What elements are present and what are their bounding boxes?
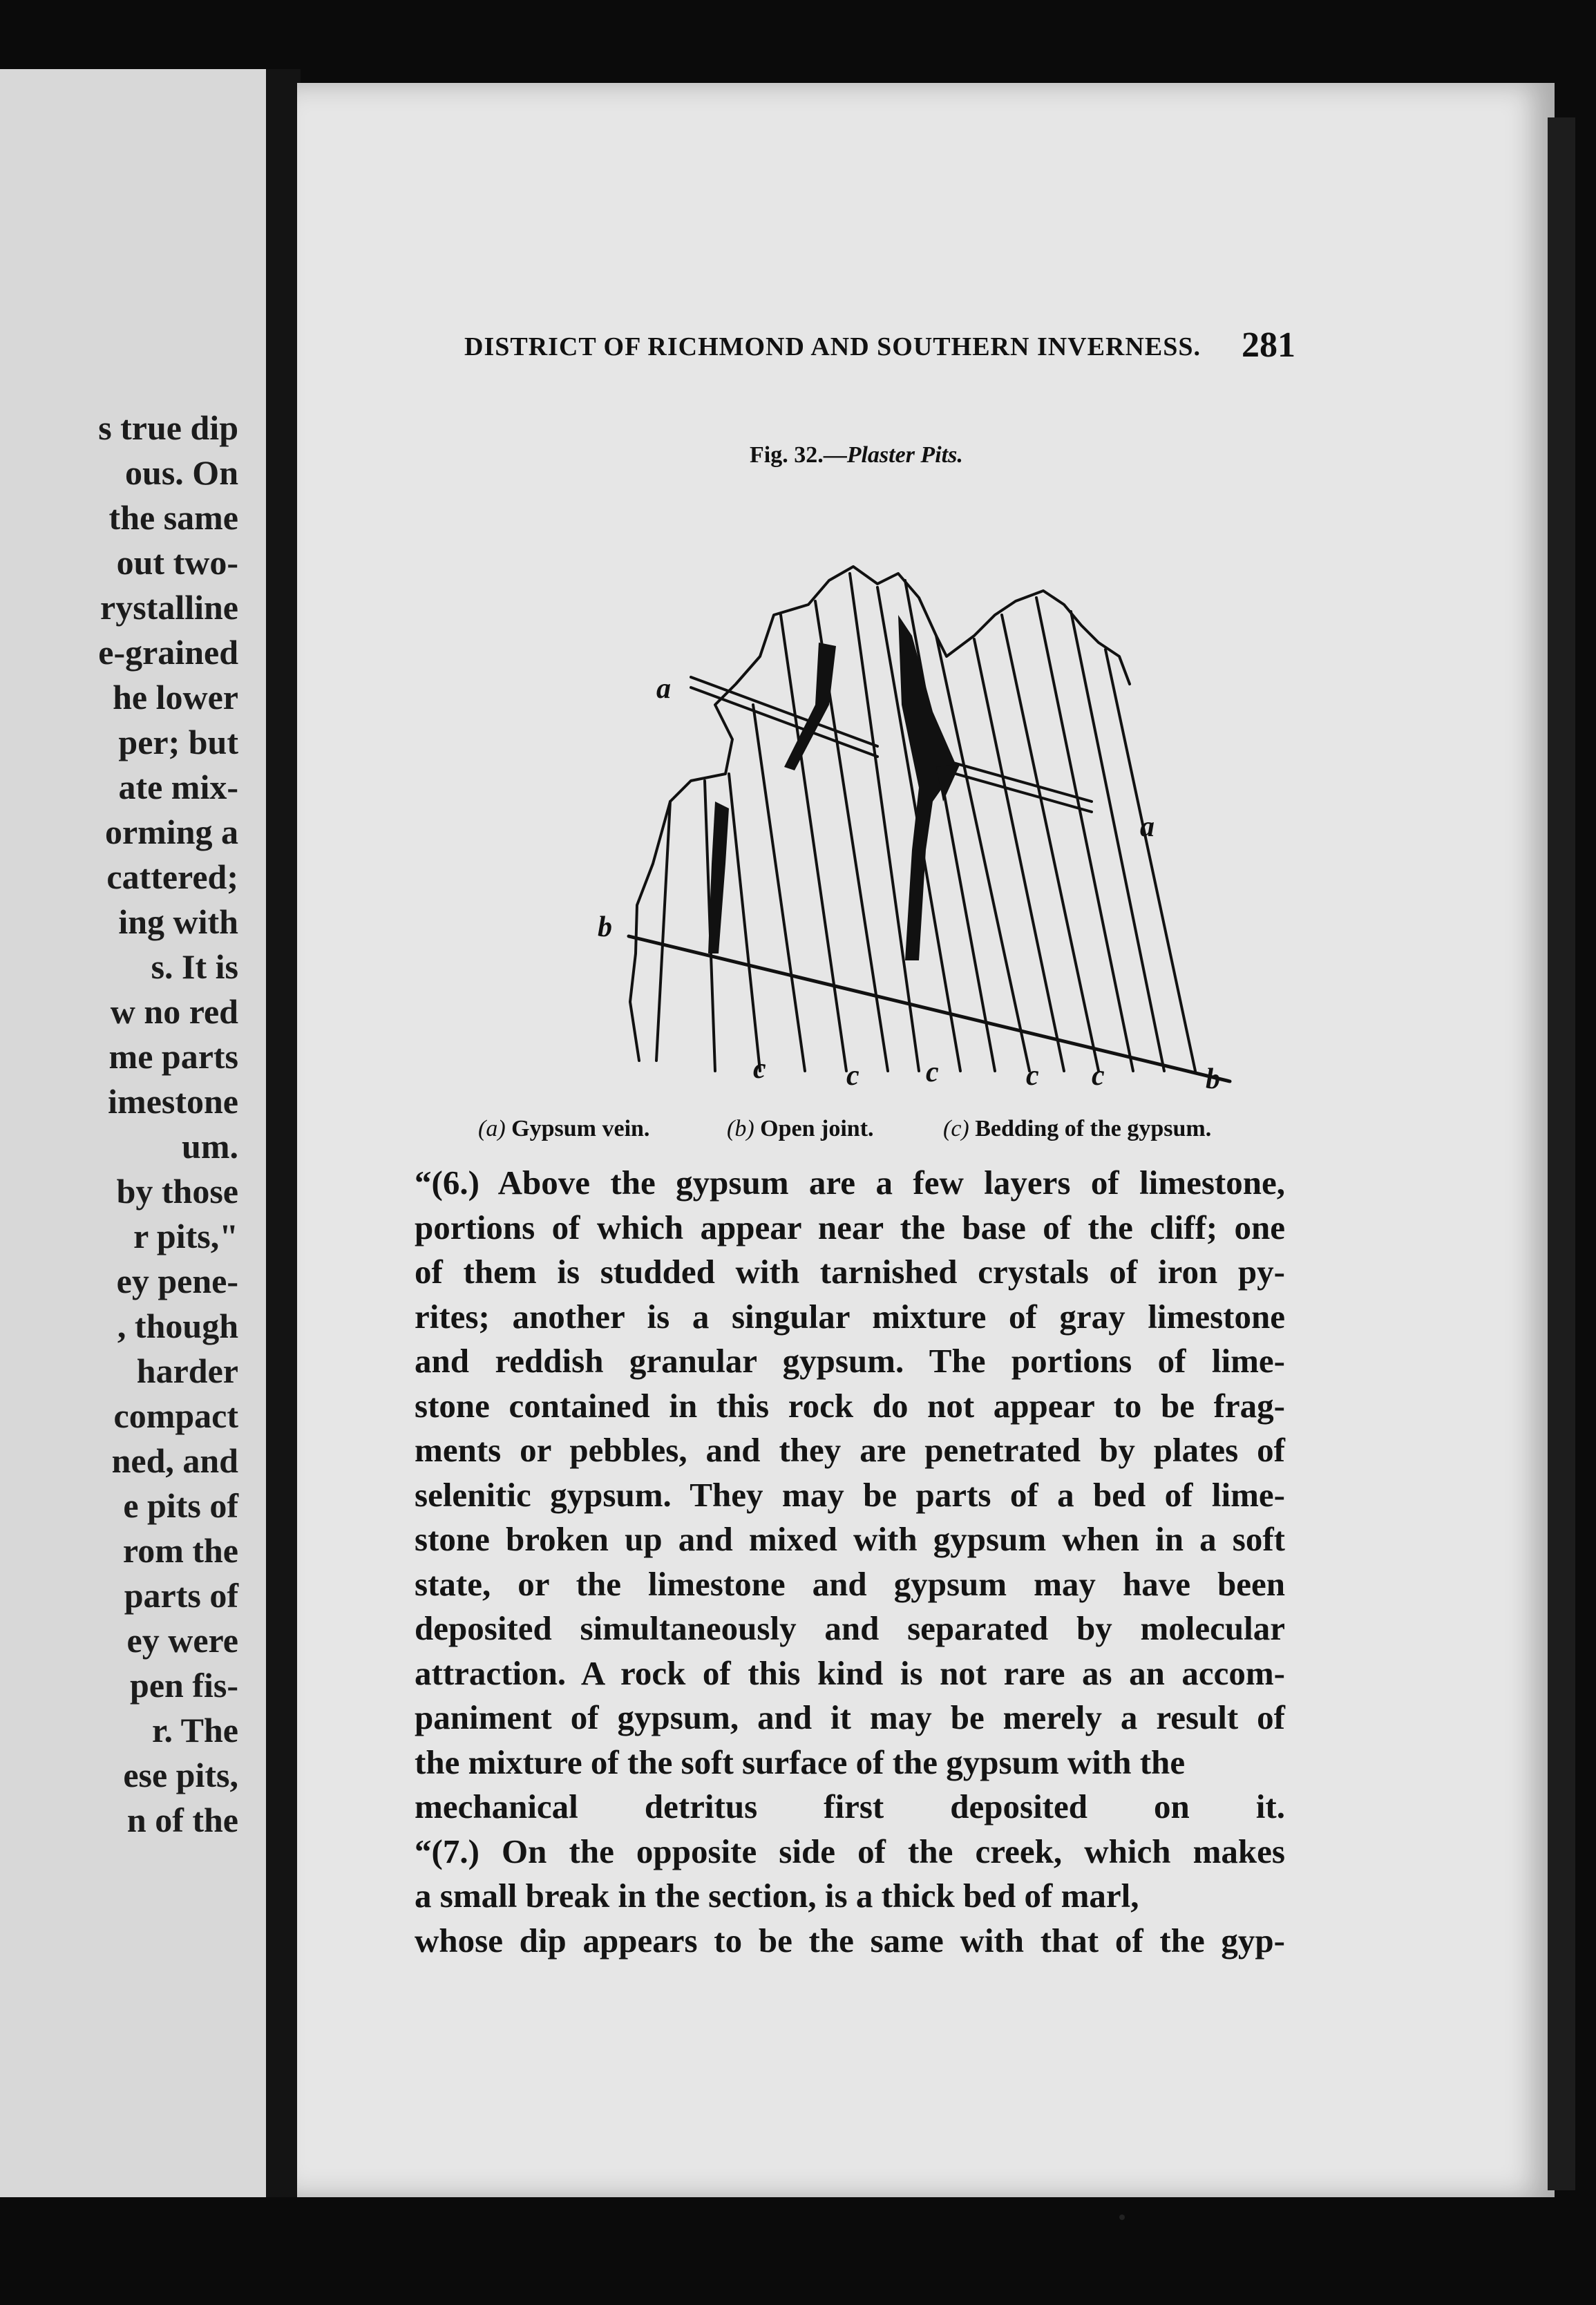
bedding-line xyxy=(729,774,760,1071)
left-page-line: n of the xyxy=(126,1801,238,1839)
book-page xyxy=(297,83,1555,2197)
left-page-line: r. The xyxy=(151,1711,238,1749)
left-page-line: per; but xyxy=(118,723,238,761)
body-line: paniment of gypsum, and it may be merely a result of xyxy=(415,1698,1285,1736)
vein-fill xyxy=(784,643,836,770)
body-line: “(7.) On the opposite side of the creek, which makes xyxy=(415,1832,1285,1870)
body-line: ments or pebbles, and they are penetrated by plates of xyxy=(415,1431,1285,1469)
body-line: deposited simultaneously and separated by molecular xyxy=(415,1609,1285,1647)
left-page-line: compact xyxy=(113,1396,238,1435)
left-page-line: rystalline xyxy=(100,588,238,627)
gypsum-vein xyxy=(691,677,877,757)
label-c: c xyxy=(926,1056,939,1088)
body-line: whose dip appears to be the same with that of the gyp- xyxy=(415,1921,1285,1960)
body-line: and reddish granular gypsum. The portions of lime- xyxy=(415,1342,1285,1380)
left-page-line: ous. On xyxy=(125,453,238,492)
left-page-line: s. It is xyxy=(151,947,238,986)
legend-text: Bedding of the gypsum. xyxy=(975,1116,1212,1141)
legend-text: Gypsum vein. xyxy=(511,1116,650,1141)
left-page-line: pen fis- xyxy=(130,1666,238,1705)
plaster-pits-illustration xyxy=(587,477,1251,1099)
left-page-line: e pits of xyxy=(123,1486,238,1525)
legend-key: (b) xyxy=(727,1116,754,1141)
label-a-right: a xyxy=(1140,811,1155,843)
left-page-line: s true dip xyxy=(98,408,238,447)
book-gutter xyxy=(266,69,301,2197)
legend-key: (c) xyxy=(943,1116,969,1141)
previous-page-strip xyxy=(0,69,266,2197)
figure-caption xyxy=(750,442,963,468)
page-number: 281 xyxy=(1242,325,1295,365)
left-page-line: parts of xyxy=(124,1576,238,1615)
left-page-line: he lower xyxy=(113,678,238,717)
left-page-line: rom the xyxy=(122,1531,238,1570)
legend-text: Open joint. xyxy=(760,1116,874,1141)
bedding-line xyxy=(974,639,1064,1071)
left-page-line: harder xyxy=(136,1351,238,1390)
left-page-line: ing with xyxy=(118,902,238,941)
body-line: portions of which appear near the base of the cliff; one xyxy=(415,1208,1285,1246)
body-line: state, or the limestone and gypsum may have been xyxy=(415,1564,1285,1603)
label-c: c xyxy=(1092,1060,1105,1092)
left-page-line: e-grained xyxy=(98,633,238,672)
label-b-left: b xyxy=(598,911,612,943)
bedding-line xyxy=(781,615,846,1071)
left-page-line: , though xyxy=(117,1307,238,1345)
left-page-line: by those xyxy=(116,1172,238,1211)
left-page-line: ned, and xyxy=(111,1441,238,1480)
body-line: of them is studded with tarnished crystals of iron py- xyxy=(415,1253,1285,1291)
left-page-line: ey pene- xyxy=(116,1262,238,1300)
left-page-line: um. xyxy=(182,1127,238,1166)
left-page-line: ate mix- xyxy=(118,768,238,806)
label-c: c xyxy=(846,1060,859,1092)
legend-open-joint xyxy=(727,1116,874,1142)
label-b-right: b xyxy=(1206,1063,1220,1095)
page-dot xyxy=(1119,2214,1125,2220)
left-page-line: w no red xyxy=(110,992,238,1031)
left-page-line: ey were xyxy=(126,1621,238,1660)
plaster-pits-figure xyxy=(587,477,1251,1099)
left-page-line: imestone xyxy=(108,1082,238,1121)
label-c: c xyxy=(1026,1060,1039,1092)
vein-fill xyxy=(936,763,960,801)
left-page-line: r pits," xyxy=(133,1217,238,1255)
body-line: mechanical detritus first deposited on it. xyxy=(415,1787,1285,1825)
running-head: DISTRICT OF RICHMOND AND SOUTHERN INVERNESS. xyxy=(464,332,1201,361)
vein-fill xyxy=(708,801,729,954)
body-line: the mixture of the soft surface of the gypsum with the xyxy=(415,1743,1186,1781)
body-line: a small break in the section, is a thick bed of marl, xyxy=(415,1877,1139,1915)
label-c: c xyxy=(753,1053,766,1085)
label-a-left: a xyxy=(656,673,671,705)
left-page-line: ese pits, xyxy=(123,1756,238,1794)
body-line: selenitic gypsum. They may be parts of a bed of lime- xyxy=(415,1475,1285,1514)
legend-key: (a) xyxy=(478,1116,506,1141)
page-edge xyxy=(1548,117,1575,2190)
figure-caption-title: Plaster Pits. xyxy=(846,442,963,468)
body-line: rites; another is a singular mixture of gray limestone xyxy=(415,1297,1285,1336)
body-line: attraction. A rock of this kind is not rare as an accom- xyxy=(415,1653,1285,1692)
legend-bedding xyxy=(943,1116,1211,1142)
body-line: stone contained in this rock do not appear to be frag- xyxy=(415,1386,1285,1425)
body-text xyxy=(415,1161,1285,1963)
body-line: stone broken up and mixed with gypsum when in a soft xyxy=(415,1520,1285,1558)
left-page-line: the same xyxy=(108,498,238,537)
left-page-line: out two- xyxy=(116,543,238,582)
left-page-line: me parts xyxy=(108,1037,238,1076)
legend-gypsum-vein xyxy=(478,1116,649,1142)
figure-caption-number: Fig. 32.— xyxy=(750,442,847,468)
left-page-line: cattered; xyxy=(106,857,238,896)
body-line: “(6.) Above the gypsum are a few layers of limestone, xyxy=(415,1164,1285,1202)
left-page-line: orming a xyxy=(104,813,238,851)
